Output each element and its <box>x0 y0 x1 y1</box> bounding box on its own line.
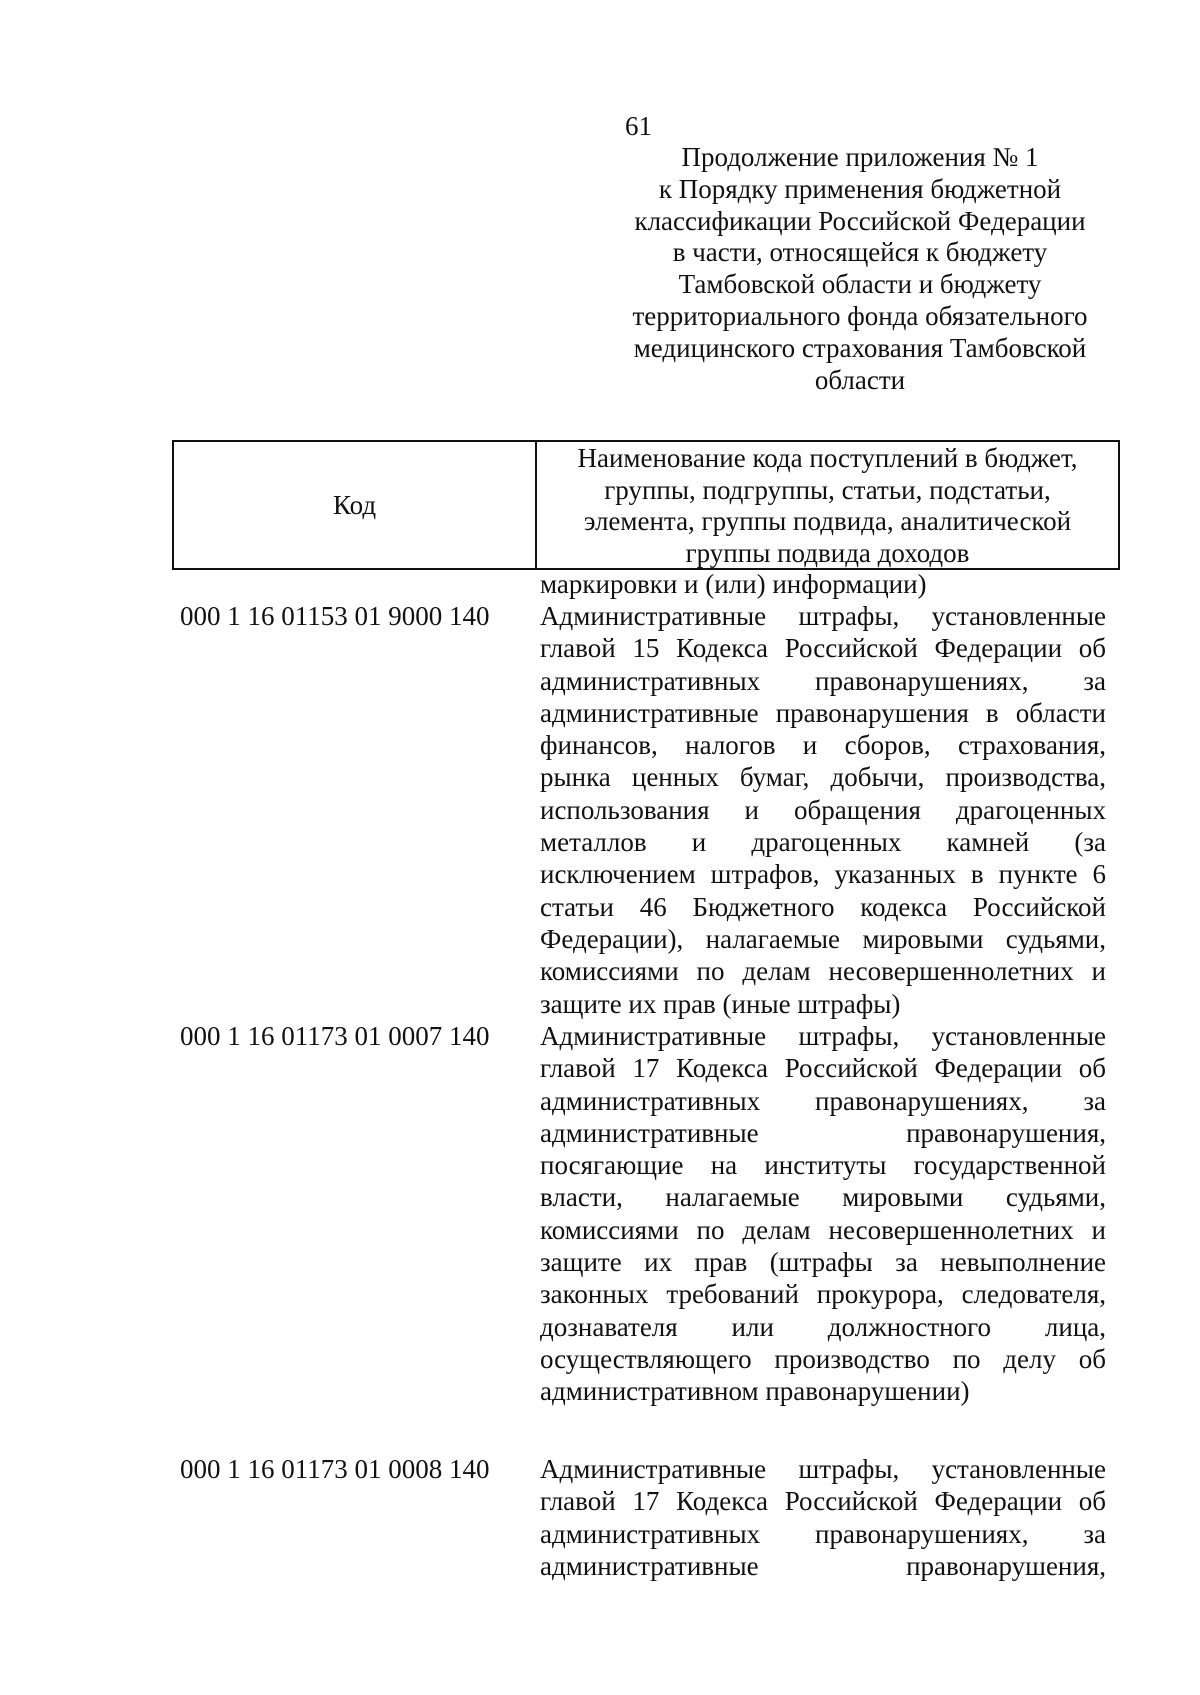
column-header-name-line: элемента, группы подвида, аналитической <box>583 506 1072 536</box>
description-line: металлов и драгоценных камней (за <box>540 827 1106 858</box>
description-line: финансов, налогов и сборов, страхования, <box>540 730 1106 761</box>
page-number: 61 <box>625 111 652 141</box>
description-line: комиссиями по делам несовершеннолетних и <box>540 1214 1106 1245</box>
description-line: осуществляющего производство по делу об <box>540 1343 1106 1374</box>
description-line: маркировки и (или) информации) <box>540 569 927 599</box>
description-line: защите их прав (иные штрафы) <box>540 988 901 1019</box>
description-line: посягающие на институты государственной <box>540 1150 1106 1181</box>
description-line: комиссиями по делам несовершеннолетних и <box>540 956 1106 987</box>
row-description <box>540 600 1106 1020</box>
appendix-line: к Порядку применения бюджетной <box>658 173 1062 204</box>
description-line: защите их прав (штрафы за невыполнение <box>540 1247 1106 1278</box>
appendix-line: Тамбовской области и бюджету <box>678 269 1042 300</box>
appendix-line: медицинского страхования Тамбовской <box>633 332 1087 363</box>
description-line: главой 15 Кодекса Российской Федерации об <box>540 633 1106 664</box>
column-header-name-line: группы подвида доходов <box>685 537 970 568</box>
appendix-line: области <box>814 364 906 395</box>
description-line: главой 17 Кодекса Российской Федерации об <box>540 1486 1106 1517</box>
appendix-line: территориального фонда обязательного <box>632 300 1088 331</box>
description-line: административных правонарушениях, за <box>540 1518 1106 1549</box>
column-header-code: Код <box>174 442 537 568</box>
row-description <box>540 1453 1106 1582</box>
appendix-line: в части, относящейся к бюджету <box>672 237 1048 268</box>
column-header-name <box>537 442 1118 568</box>
table-header <box>172 440 1120 570</box>
description-line: Федерации), налагаемые мировыми судьями, <box>540 923 1106 954</box>
column-header-name-line: Наименование кода поступлений в бюджет, <box>577 443 1078 473</box>
row-description <box>540 1020 1106 1408</box>
description-line: административных правонарушениях, за <box>540 1085 1106 1116</box>
description-line: исключением штрафов, указанных в пункте 6 <box>540 859 1106 890</box>
description-line: использования и обращения драгоценных <box>540 794 1106 825</box>
description-line: власти, налагаемые мировыми судьями, <box>540 1182 1106 1213</box>
appendix-heading <box>600 142 1120 396</box>
appendix-line: Продолжение приложения № 1 <box>681 142 1039 172</box>
description-line: административных правонарушениях, за <box>540 665 1106 696</box>
description-line: дознавателя или должностного лица, <box>540 1311 1106 1342</box>
description-line: рынка ценных бумаг, добычи, производства, <box>540 762 1106 793</box>
description-line: административные правонарушения, <box>540 1117 1106 1148</box>
row-code: 000 1 16 01153 01 9000 140 <box>180 601 490 631</box>
row-code: 000 1 16 01173 01 0008 140 <box>180 1454 490 1484</box>
description-line: статьи 46 Бюджетного кодекса Российской <box>540 891 1106 922</box>
description-line: административные правонарушения, <box>540 1550 1106 1581</box>
description-line: главой 17 Кодекса Российской Федерации об <box>540 1053 1106 1084</box>
description-line: административном правонарушении) <box>540 1376 970 1407</box>
description-line: законных требований прокурора, следователя, <box>540 1279 1106 1310</box>
description-line: Административные штрафы, установленные <box>540 601 1106 631</box>
appendix-line: классификации Российской Федерации <box>634 205 1086 236</box>
description-line: административные правонарушения в области <box>540 697 1106 728</box>
description-line: Административные штрафы, установленные <box>540 1021 1106 1051</box>
continuation-text <box>540 568 1106 600</box>
description-line: Административные штрафы, установленные <box>540 1454 1106 1484</box>
row-code: 000 1 16 01173 01 0007 140 <box>180 1021 490 1051</box>
column-header-name-line: группы, подгруппы, статьи, подстатьи, <box>604 474 1051 505</box>
